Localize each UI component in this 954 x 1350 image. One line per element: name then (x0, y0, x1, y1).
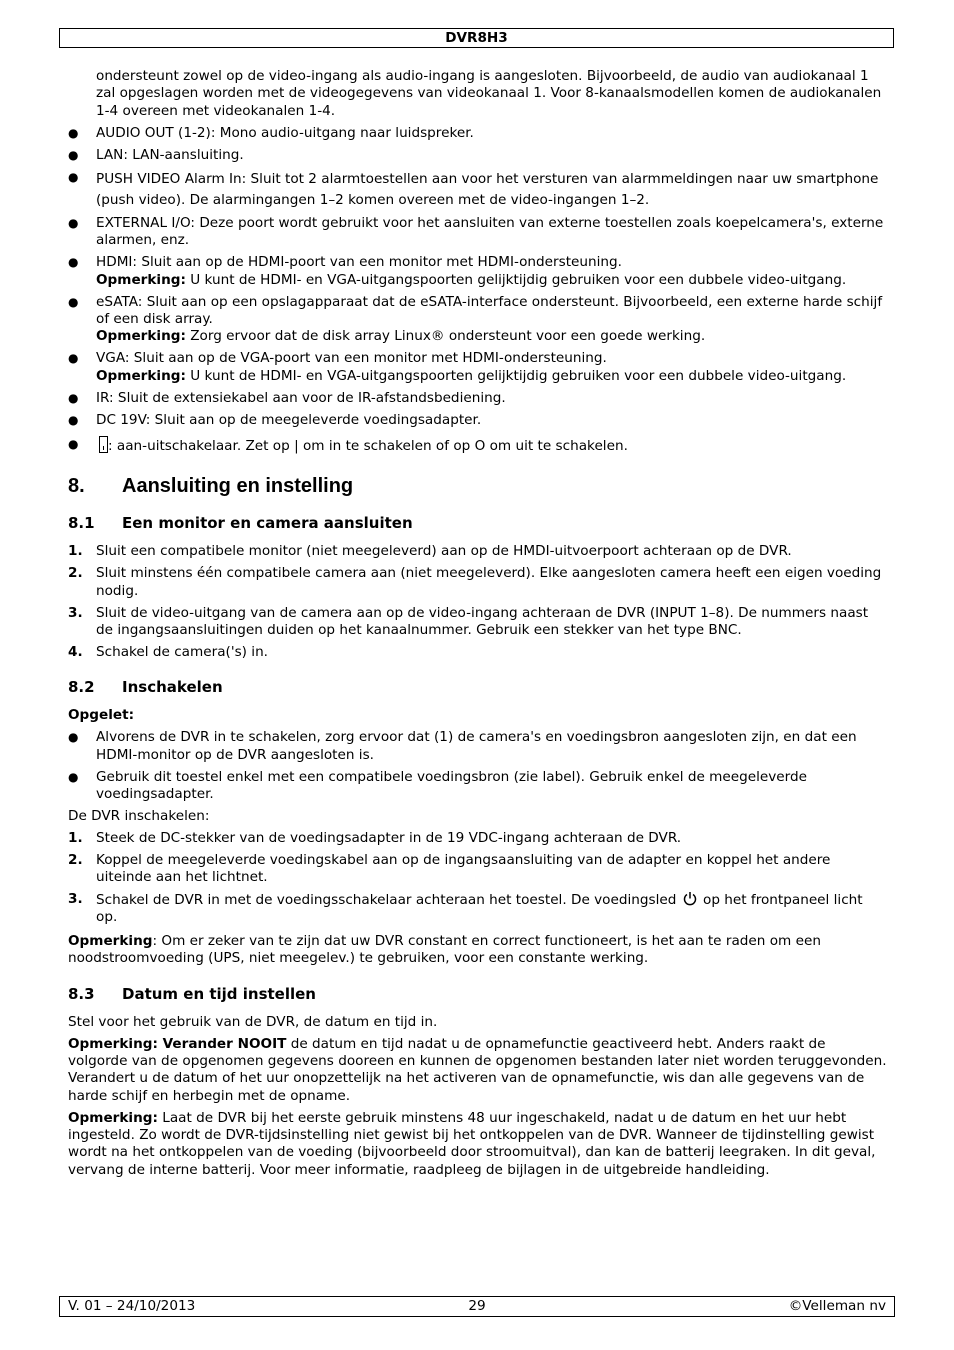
note-paragraph (68, 1036, 888, 1106)
step-text-after: op het frontpaneel licht op. (96, 892, 863, 926)
step-text: Steek de DC-stekker van de voedingsadapter in de 19 VDC-ingang achteraan de DVR. (96, 829, 682, 846)
note-text: : Om er zeker van te zijn dat uw DVR constant en correct functioneert, is het aan te raden om een noodstroomvoeding (UPS, niet meegelev.) te gebruiken, voor een constante werking. (68, 932, 821, 967)
note-text: de datum en tijd nadat u de opnamefunctie geactiveerd hebt. Anders raakt de volgorde van de opgenomen gegevens dooreen en kunnen de opgenomen bestanden later niet worden teruggevonden. Verandert u de datum of het uur onopzettelijk na het activeren van de opnamefunctie, wis dan alle gegevens van de harde schijf en herbegin met de opname. (68, 1035, 887, 1104)
caution-label (68, 707, 888, 724)
list-item-text: EXTERNAL I/O: Deze poort wordt gebruikt voor het aansluiten van externe toestellen zoals koepelcamera's, externe alarmen, enz. (96, 215, 884, 249)
intro-continuation (68, 68, 888, 120)
step-number: 1. (68, 829, 83, 846)
step-number: 4. (68, 643, 83, 660)
note-paragraph (68, 933, 888, 968)
switch-text: : aan-uitschakelaar. Zet op | om in te schakelen of op O om uit te schakelen. (108, 438, 628, 454)
list-item-text: HDMI: Sluit aan op de HDMI-poort van een monitor met HDMI-ondersteuning. (96, 254, 622, 271)
bullet-icon: ● (68, 255, 79, 270)
numbered-step (68, 830, 888, 847)
list-item (68, 169, 888, 211)
list-item-note (96, 272, 888, 289)
note-label: Opmerking (68, 932, 153, 949)
step-text: Sluit de video-uitgang van de camera aan op de video-ingang achteraan de DVR (INPUT 1–8). De nummers naast de ingangsaansluitingen duiden op het kanaalnummer. Gebruik een stekker van het type BNC. (96, 604, 869, 639)
bullet-icon: ● (68, 769, 79, 784)
paragraph: De DVR inschakelen: (68, 807, 210, 824)
power-led-icon (683, 891, 697, 906)
list-item (68, 294, 888, 346)
list-item-text: IR: Sluit de extensiekabel aan voor de IR-afstandsbediening. (96, 389, 506, 406)
subsection-title: Een monitor en camera aansluiten (122, 514, 413, 533)
numbered-step (68, 565, 888, 600)
note-label: Opmerking: Verander NOOIT (68, 1035, 287, 1052)
step-number: 3. (68, 891, 83, 907)
caution-label-text: Opgelet: (68, 707, 135, 724)
bullet-icon: ● (68, 437, 79, 451)
note-text: U kunt de HDMI- en VGA-uitgangspoorten gelijktijdig gebruiken voor een dubbele video-uitgang. (185, 271, 847, 288)
list-item (68, 412, 888, 429)
step-text (96, 891, 888, 927)
list-item-text: VGA: Sluit aan op de VGA-poort van een monitor met HDMI-ondersteuning. (96, 350, 607, 367)
bullet-icon: ● (68, 390, 79, 405)
numbered-step (68, 605, 888, 640)
step-text: Schakel de camera('s) in. (96, 643, 268, 660)
list-item (68, 769, 888, 804)
subsection-number: 8.2 (68, 678, 95, 697)
section-heading-8 (68, 473, 888, 499)
bullet-icon: ● (68, 351, 79, 366)
footer-copyright: ©Velleman nv (788, 1298, 886, 1314)
subsection-title: Inschakelen (122, 678, 223, 697)
step-text: Sluit minstens één compatibele camera aan (niet meegeleverd). Elke aangesloten camera heeft een eigen voeding nodig. (96, 565, 882, 599)
numbered-step (68, 852, 888, 887)
intro-text: ondersteunt zowel op de video-ingang als audio-ingang is aangesloten. Bijvoorbeeld, de audio van audiokanaal 1 zal opgeslagen worden met de videogegevens van videokanaal 1. Voor 8-kanaalsmodellen komen de audiokanalen 1-4 overeen met videokanalen 1-4. (96, 68, 882, 119)
list-item (68, 147, 888, 164)
bullet-icon: ● (68, 169, 79, 184)
numbered-step (68, 891, 888, 927)
list-item (68, 350, 888, 385)
bullet-icon: ● (68, 147, 79, 162)
subsection-heading-8-2 (68, 677, 888, 697)
note-label: Opmerking: (96, 328, 186, 345)
numbered-step (68, 543, 888, 560)
list-item-text: AUDIO OUT (1-2): Mono audio-uitgang naar luidspreker. (96, 124, 474, 141)
subsection-title: Datum en tijd instellen (122, 984, 316, 1003)
list-item-note (96, 368, 888, 385)
note-text: Zorg ervoor dat de disk array Linux® ondersteunt voor een goede werking. (185, 328, 706, 345)
list-item-text: PUSH VIDEO Alarm In: Sluit tot 2 alarmtoestellen aan voor het versturen van alarmmeldingen naar uw smartphone (push video). De alarmingangen 1–2 komen overeen met de video-ingangen 1–2. (96, 170, 879, 208)
section-number: 8. (68, 475, 85, 498)
bullet-icon: ● (68, 730, 79, 745)
list-item-text (96, 436, 888, 455)
list-item-text: DC 19V: Sluit aan op de meegeleverde voedingsadapter. (96, 411, 482, 428)
page-content (68, 68, 888, 1179)
list-item-text: eSATA: Sluit aan op een opslagapparaat dat de eSATA-interface ondersteunt. Bijvoorbeeld, een externe harde schijf of een disk array. (96, 293, 883, 328)
list-item (68, 390, 888, 407)
power-switch-icon (99, 436, 108, 453)
note-label: Opmerking: (96, 271, 186, 288)
note-text: U kunt de HDMI- en VGA-uitgangspoorten gelijktijdig gebruiken voor een dubbele video-uitgang. (185, 367, 847, 384)
step-number: 3. (68, 604, 83, 621)
bullet-icon: ● (68, 412, 79, 427)
step-number: 2. (68, 851, 83, 868)
list-item-note (96, 328, 888, 345)
bullet-icon: ● (68, 216, 79, 231)
caution-text: Gebruik dit toestel enkel met een compatibele voedingsbron (zie label). Gebruik enkel de meegeleverde voedingsadapter. (96, 768, 807, 802)
list-item (68, 729, 888, 764)
numbered-step (68, 644, 888, 661)
paragraph: Stel voor het gebruik van de DVR, de datum en tijd in. (68, 1013, 438, 1030)
note-text: Laat de DVR bij het eerste gebruik minstens 48 uur ingeschakeld, nadat u de datum en het uur hebt ingesteld. Zo wordt de DVR-tijdsinstelling niet gewist bij het ontkoppelen van de DVR. Wanneer de tijdinstelling gewist wordt na het ontkoppelen van de voeding (bijvoorbeeld door stroomuitval), dan kan de batterij leegraken. In dit geval, vervang de interne batterij. Voor meer informatie, raadpleeg de bijlagen in de uitgebreide handleiding. (68, 1109, 876, 1178)
subsection-heading-8-3 (68, 984, 888, 1004)
note-label: Opmerking: (96, 367, 186, 384)
bullet-icon: ● (68, 125, 79, 140)
page-footer (59, 1296, 895, 1317)
list-item-text: LAN: LAN-aansluiting. (96, 146, 244, 163)
step-text: Sluit een compatibele monitor (niet meegeleverd) aan op de HMDI-uitvoerpoort achteraan op de DVR. (96, 543, 792, 560)
list-item (68, 215, 888, 250)
header-title: DVR8H3 (445, 30, 508, 46)
subsection-number: 8.3 (68, 984, 95, 1003)
step-number: 2. (68, 565, 83, 582)
step-text: Koppel de meegeleverde voedingskabel aan op de ingangsaansluiting van de adapter en koppel het andere uiteinde aan het lichtnet. (96, 851, 831, 886)
caution-text: Alvorens de DVR in te schakelen, zorg ervoor dat (1) de camera's en voedingsbron aangesloten zijn, en dat een HDMI-monitor op de DVR aangesloten is. (96, 729, 857, 763)
footer-page-number: 29 (468, 1298, 486, 1314)
note-paragraph (68, 1110, 888, 1180)
note-label: Opmerking: (68, 1109, 158, 1126)
subsection-heading-8-1 (68, 513, 888, 533)
step-text-before: Schakel de DVR in met de voedingsschakelaar achteraan het toestel. De voedingsled (96, 892, 681, 908)
list-item (68, 254, 888, 289)
subsection-number: 8.1 (68, 514, 95, 533)
section-title: Aansluiting en instelling (122, 475, 354, 498)
bullet-icon: ● (68, 294, 79, 309)
step-number: 1. (68, 543, 83, 560)
list-item (68, 125, 888, 142)
page-header (59, 28, 894, 48)
list-item (68, 436, 888, 455)
footer-version: V. 01 – 24/10/2013 (68, 1298, 196, 1314)
